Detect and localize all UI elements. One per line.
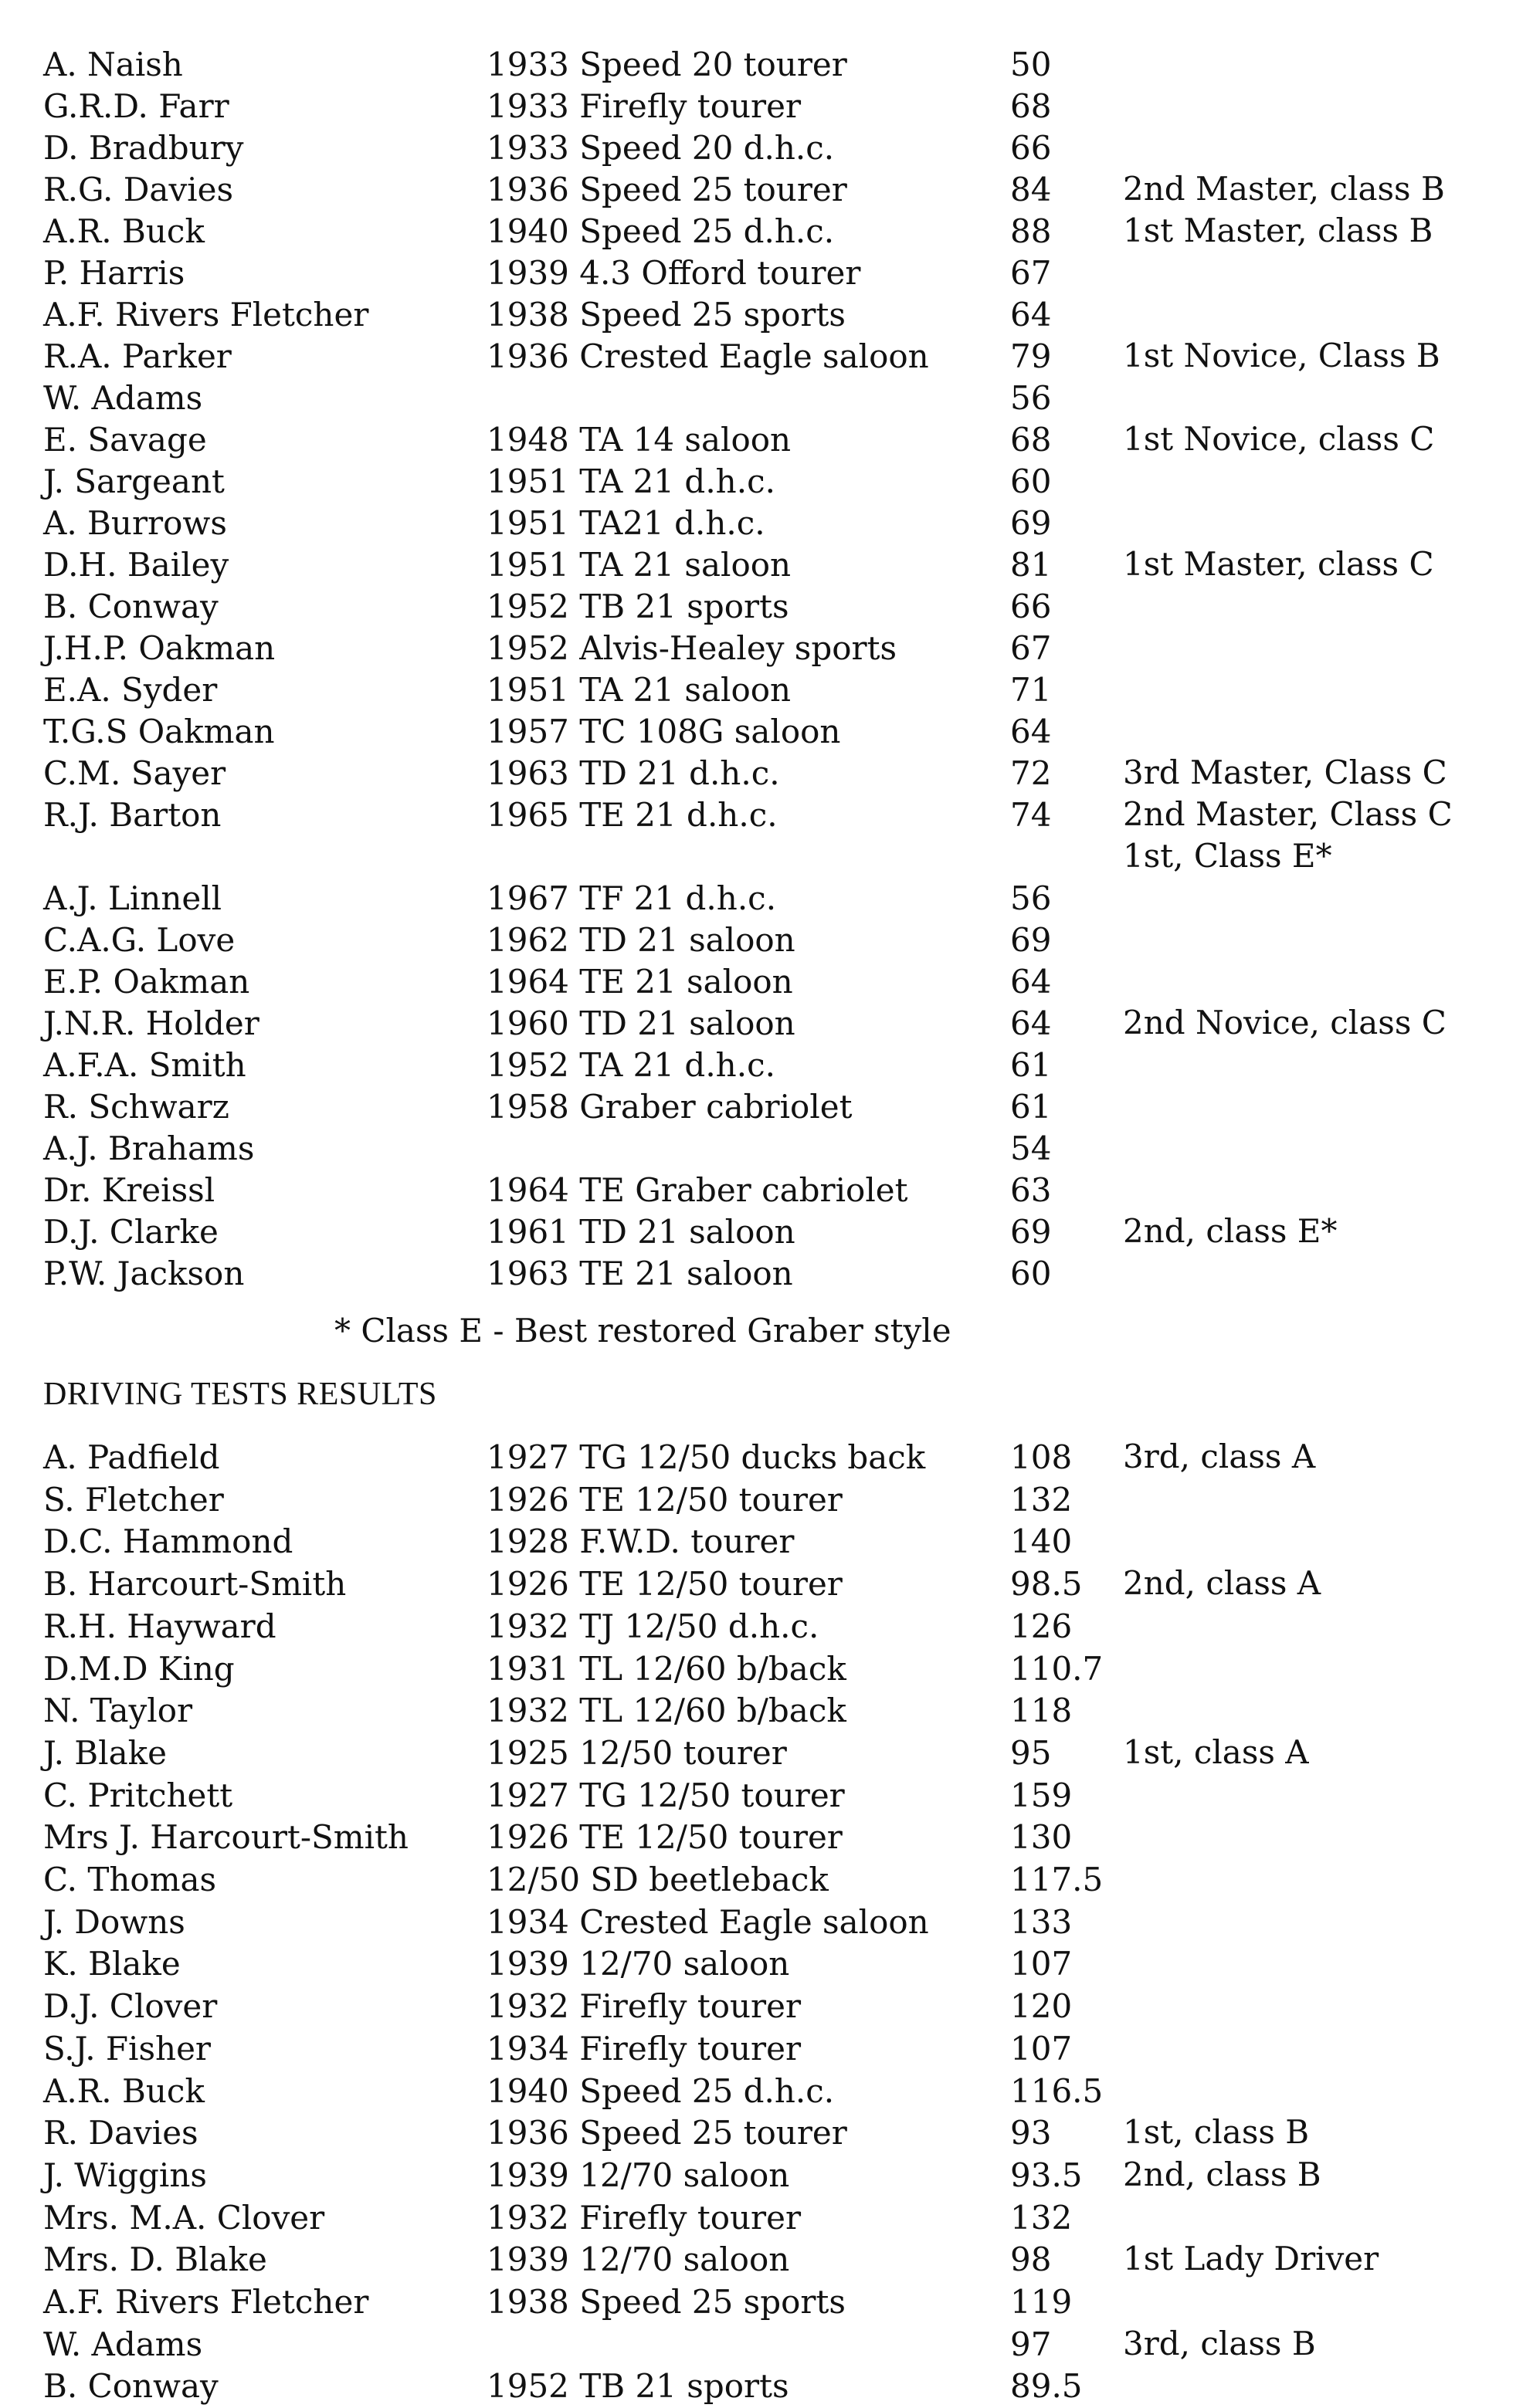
car-description: 1963 TE 21 saloon [487, 1255, 793, 1292]
result-row [0, 2112, 1533, 2155]
car-description: 1926 TE 12/50 tourer [487, 1818, 843, 1857]
competitor-name: D.J. Clover [43, 1987, 218, 2026]
result-row [0, 2196, 1533, 2240]
car-description: 1926 TE 12/50 tourer [487, 1565, 843, 1604]
award-text: 1st Master, class C [1123, 545, 1434, 583]
competitor-name: Dr. Kreissl [43, 1171, 215, 1209]
competitor-name: W. Adams [43, 379, 203, 417]
result-row [0, 377, 1533, 420]
car-description: 1964 TE 21 saloon [487, 963, 793, 1001]
score-value: 107 [1010, 2029, 1073, 2068]
score-value: 120 [1010, 1987, 1073, 2026]
result-row [0, 1648, 1533, 1691]
car-description: 1951 TA 21 d.h.c. [487, 462, 775, 500]
award-line: 2nd Master, Class C [1123, 795, 1453, 833]
competitor-name: A.F. Rivers Fletcher [43, 296, 369, 334]
score-value: 61 [1010, 1046, 1052, 1084]
result-row [0, 919, 1533, 962]
award-text: 2nd, class B [1123, 2155, 1321, 2193]
score-value: 93 [1010, 2114, 1052, 2152]
class-e-footnote: * Class E - Best restored Graber style [334, 1312, 951, 1350]
competitor-name: J.H.P. Oakman [43, 629, 276, 667]
competitor-name: S. Fletcher [43, 1480, 224, 1519]
award-text: 1st Master, class B [1123, 212, 1433, 249]
competitor-name: G.R.D. Farr [43, 87, 229, 125]
car-description: 1933 Firefly tourer [487, 87, 802, 125]
award-line: 1st, Class E* [1123, 837, 1332, 875]
competitor-name: C. Pritchett [43, 1776, 233, 1814]
competitor-name: D.M.D King [43, 1649, 235, 1688]
car-description: 1933 Speed 20 d.h.c. [487, 129, 835, 167]
score-value: 140 [1010, 1522, 1073, 1561]
competitor-name: J. Sargeant [43, 462, 225, 500]
competitor-name: B. Conway [43, 588, 219, 625]
car-description: 1965 TE 21 d.h.c. [487, 796, 778, 834]
car-description: 1961 TD 21 saloon [487, 1213, 795, 1251]
driving-tests-heading: DRIVING TESTS RESULTS [43, 1377, 437, 1412]
result-row [0, 544, 1533, 587]
car-description: 1960 TD 21 saloon [487, 1004, 795, 1042]
score-value: 61 [1010, 1088, 1052, 1126]
car-description: 1940 Speed 25 d.h.c. [487, 2071, 835, 2110]
score-value: 56 [1010, 879, 1052, 917]
score-value: 68 [1010, 87, 1052, 125]
result-row [0, 85, 1533, 128]
result-row [0, 1211, 1533, 1254]
competitor-name: S.J. Fisher [43, 2029, 212, 2068]
competitor-name: B. Conway [43, 2367, 219, 2406]
score-value: 89.5 [1010, 2367, 1083, 2406]
score-value: 81 [1010, 546, 1052, 584]
car-description: 1952 TB 21 sports [487, 588, 789, 625]
result-row [0, 1252, 1533, 1295]
score-value: 93.5 [1010, 2156, 1083, 2194]
score-value: 74 [1010, 796, 1052, 834]
score-value: 97 [1010, 2325, 1052, 2363]
competitor-name: T.G.S Oakman [43, 713, 275, 750]
result-row [0, 1605, 1533, 1648]
score-value: 88 [1010, 212, 1052, 250]
result-row [0, 210, 1533, 253]
car-description: 1939 12/70 saloon [487, 2240, 790, 2279]
car-description: 1928 F.W.D. tourer [487, 1522, 795, 1561]
result-row [0, 293, 1533, 337]
result-row [0, 127, 1533, 170]
award-text: 2nd, class E* [1123, 1212, 1338, 1250]
score-value: 108 [1010, 1438, 1073, 1476]
score-value: 64 [1010, 713, 1052, 750]
result-row [0, 1942, 1533, 1986]
score-value: 116.5 [1010, 2071, 1104, 2110]
score-value: 66 [1010, 588, 1052, 625]
award-text: 1st, class A [1123, 1732, 1309, 1771]
car-description: 1925 12/50 tourer [487, 1733, 787, 1772]
car-description: 1940 Speed 25 d.h.c. [487, 212, 835, 250]
car-description: 1934 Firefly tourer [487, 2029, 802, 2068]
car-description: 1932 Firefly tourer [487, 1987, 802, 2026]
result-row [0, 460, 1533, 503]
result-row [0, 1816, 1533, 1859]
car-description: 1939 12/70 saloon [487, 2156, 790, 2194]
award-text: 3rd Master, Class C [1123, 754, 1447, 791]
score-value: 66 [1010, 129, 1052, 167]
car-description: 1957 TC 108G saloon [487, 713, 841, 750]
competitor-name: J. Blake [43, 1733, 167, 1772]
competitor-name: E.P. Oakman [43, 963, 250, 1001]
competitor-name: Mrs. M.A. Clover [43, 2198, 325, 2237]
result-row [0, 418, 1533, 462]
car-description: 1948 TA 14 saloon [487, 421, 792, 459]
competitor-name: A. Padfield [43, 1438, 220, 1476]
result-row [0, 2154, 1533, 2197]
result-row [0, 1732, 1533, 1775]
result-row [0, 1985, 1533, 2028]
car-description: 1936 Crested Eagle saloon [487, 337, 929, 375]
competitor-name: J. Downs [43, 1902, 185, 1941]
competitor-name: R. Davies [43, 2114, 198, 2152]
result-row [0, 2070, 1533, 2113]
score-value: 110.7 [1010, 1649, 1104, 1688]
car-description: 1952 TB 21 sports [487, 2367, 789, 2406]
competitor-name: A.J. Brahams [43, 1129, 255, 1167]
score-value: 98.5 [1010, 1565, 1083, 1604]
result-row [0, 585, 1533, 628]
result-row [0, 1002, 1533, 1045]
car-description: 1932 Firefly tourer [487, 2198, 802, 2237]
car-description: 1936 Speed 25 tourer [487, 171, 847, 208]
score-value: 67 [1010, 254, 1052, 292]
car-description: 1951 TA 21 saloon [487, 671, 792, 709]
result-row [0, 1774, 1533, 1817]
award-text: 1st Lady Driver [1123, 2240, 1379, 2278]
car-description: 1933 Speed 20 tourer [487, 46, 847, 83]
score-value: 69 [1010, 1213, 1052, 1251]
competitor-name: D.J. Clarke [43, 1213, 219, 1251]
score-value: 56 [1010, 379, 1052, 417]
competitor-name: W. Adams [43, 2325, 203, 2363]
score-value: 117.5 [1010, 1861, 1104, 1898]
car-description: 1932 TL 12/60 b/back [487, 1692, 846, 1730]
score-value: 107 [1010, 1945, 1073, 1983]
result-row [0, 794, 1533, 877]
result-row [0, 1858, 1533, 1902]
award-text: 1st Novice, Class B [1123, 337, 1440, 374]
competitor-name: A.R. Buck [43, 212, 205, 250]
award-text: 3rd, class B [1123, 2324, 1316, 2362]
car-description: 1927 TG 12/50 tourer [487, 1776, 845, 1814]
score-value: 63 [1010, 1171, 1052, 1209]
competitor-name: R.J. Barton [43, 796, 222, 834]
score-value: 132 [1010, 2198, 1073, 2237]
score-value: 133 [1010, 1902, 1073, 1941]
score-value: 68 [1010, 421, 1052, 459]
competitor-name: E. Savage [43, 421, 207, 459]
result-row [0, 752, 1533, 795]
competitor-name: P.W. Jackson [43, 1255, 245, 1292]
car-description: 1938 Speed 25 sports [487, 296, 846, 334]
award-text: 2nd, class A [1123, 1564, 1321, 1603]
score-value: 130 [1010, 1818, 1073, 1857]
competitor-name: R.A. Parker [43, 337, 232, 375]
award-text: 2nd Master, class B [1123, 170, 1445, 208]
competitor-name: A. Burrows [43, 504, 227, 542]
result-row [0, 1520, 1533, 1563]
competitor-name: P. Harris [43, 254, 185, 292]
result-row [0, 1127, 1533, 1170]
result-row [0, 2365, 1533, 2408]
competitor-name: C. Thomas [43, 1861, 217, 1898]
result-row [0, 502, 1533, 545]
competitor-name: D.C. Hammond [43, 1522, 293, 1561]
result-row [0, 43, 1533, 86]
result-row [0, 1169, 1533, 1212]
score-value: 71 [1010, 671, 1052, 709]
award-text: 3rd, class A [1123, 1438, 1316, 1475]
competitor-name: N. Taylor [43, 1692, 193, 1730]
score-value: 84 [1010, 171, 1052, 208]
car-description: 1964 TE Graber cabriolet [487, 1171, 908, 1209]
result-row [0, 168, 1533, 212]
competitor-name: R.G. Davies [43, 171, 234, 208]
result-row [0, 1478, 1533, 1522]
competitor-name: Mrs. D. Blake [43, 2240, 267, 2279]
result-row [0, 2027, 1533, 2071]
result-row [0, 1563, 1533, 1606]
competitor-name: D. Bradbury [43, 129, 244, 167]
result-row [0, 1901, 1533, 1944]
score-value: 69 [1010, 504, 1052, 542]
score-value: 119 [1010, 2283, 1073, 2321]
award-text: 1st, class B [1123, 2113, 1310, 2152]
competitor-name: A.R. Buck [43, 2071, 205, 2110]
score-value: 50 [1010, 46, 1052, 83]
car-description: 1934 Crested Eagle saloon [487, 1902, 929, 1941]
competitor-name: E.A. Syder [43, 671, 218, 709]
result-row [0, 1689, 1533, 1732]
car-description: 1927 TG 12/50 ducks back [487, 1438, 926, 1476]
award-text: 2nd Novice, class C [1123, 1004, 1447, 1041]
competitor-name: J.N.R. Holder [43, 1004, 259, 1042]
car-description: 1931 TL 12/60 b/back [487, 1649, 846, 1688]
score-value: 69 [1010, 921, 1052, 959]
competitor-name: C.M. Sayer [43, 754, 226, 792]
car-description: 1926 TE 12/50 tourer [487, 1480, 843, 1519]
result-row [0, 1085, 1533, 1129]
result-row [0, 335, 1533, 378]
car-description: 1939 4.3 Offord tourer [487, 254, 861, 292]
car-description: 1936 Speed 25 tourer [487, 2114, 847, 2152]
score-value: 54 [1010, 1129, 1052, 1167]
score-value: 98 [1010, 2240, 1052, 2279]
score-value: 64 [1010, 296, 1052, 334]
car-description: 1952 TA 21 d.h.c. [487, 1046, 775, 1084]
car-description: 1951 TA21 d.h.c. [487, 504, 765, 542]
competitor-name: K. Blake [43, 1945, 181, 1983]
result-row [0, 627, 1533, 670]
competitor-name: A.F.A. Smith [43, 1046, 246, 1084]
car-description: 1963 TD 21 d.h.c. [487, 754, 780, 792]
result-row [0, 2238, 1533, 2281]
car-description: 12/50 SD beetleback [487, 1861, 829, 1898]
result-row [0, 710, 1533, 754]
car-description: 1962 TD 21 saloon [487, 921, 795, 959]
competitor-name: C.A.G. Love [43, 921, 236, 959]
car-description: 1967 TF 21 d.h.c. [487, 879, 777, 917]
competitor-name: J. Wiggins [43, 2156, 207, 2194]
result-row [0, 2323, 1533, 2366]
competitor-name: A.F. Rivers Fletcher [43, 2283, 369, 2321]
competitor-name: R. Schwarz [43, 1088, 229, 1126]
car-description: 1939 12/70 saloon [487, 1945, 790, 1983]
score-value: 64 [1010, 963, 1052, 1001]
result-row [0, 2281, 1533, 2324]
score-value: 79 [1010, 337, 1052, 375]
award-text [1123, 794, 1453, 877]
competitor-name: A. Naish [43, 46, 183, 83]
score-value: 132 [1010, 1480, 1073, 1519]
result-row [0, 1436, 1533, 1479]
result-row [0, 877, 1533, 920]
car-description: 1932 TJ 12/50 d.h.c. [487, 1607, 819, 1645]
car-description: 1951 TA 21 saloon [487, 546, 792, 584]
competitor-name: A.J. Linnell [43, 879, 222, 917]
competitor-name: R.H. Hayward [43, 1607, 276, 1645]
score-value: 72 [1010, 754, 1052, 792]
result-row [0, 669, 1533, 712]
competitor-name: D.H. Bailey [43, 546, 229, 584]
score-value: 64 [1010, 1004, 1052, 1042]
award-text: 1st Novice, class C [1123, 420, 1435, 458]
score-value: 126 [1010, 1607, 1073, 1645]
result-row [0, 252, 1533, 295]
result-row [0, 960, 1533, 1004]
competitor-name: B. Harcourt-Smith [43, 1565, 347, 1604]
score-value: 67 [1010, 629, 1052, 667]
score-value: 95 [1010, 1733, 1052, 1772]
car-description: 1952 Alvis-Healey sports [487, 629, 897, 667]
car-description: 1938 Speed 25 sports [487, 2283, 846, 2321]
car-description: 1958 Graber cabriolet [487, 1088, 853, 1126]
score-value: 118 [1010, 1692, 1073, 1730]
score-value: 60 [1010, 1255, 1052, 1292]
competitor-name: Mrs J. Harcourt-Smith [43, 1818, 409, 1857]
score-value: 60 [1010, 462, 1052, 500]
result-row [0, 1044, 1533, 1087]
score-value: 159 [1010, 1776, 1073, 1814]
